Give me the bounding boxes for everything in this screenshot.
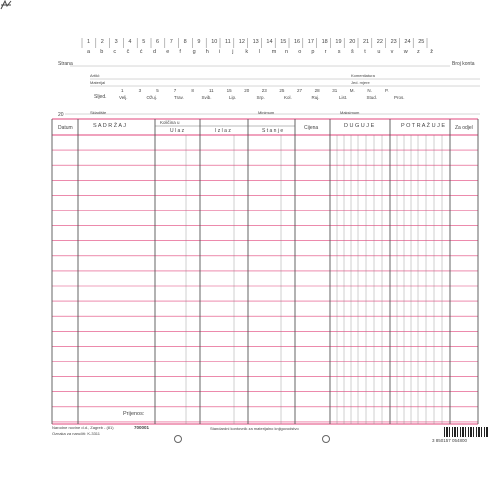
- form-code: 700001: [134, 425, 150, 430]
- index-letter: i: [219, 49, 221, 55]
- index-letter: h: [205, 49, 209, 55]
- index-number: 12: [238, 39, 245, 45]
- broj-konta-label: Broj konta: [452, 61, 475, 67]
- month-name: List.: [339, 95, 348, 100]
- izlaz-header: I z l a z: [215, 128, 231, 134]
- month-name: Svib.: [201, 95, 212, 100]
- month-day: 8: [191, 88, 194, 93]
- jedinica-mjere-label: Jed. mjere: [351, 80, 370, 85]
- index-letter: t: [364, 49, 366, 55]
- publisher-logo-icon: [0, 0, 12, 10]
- duguje-header: D U G U J E: [344, 123, 375, 129]
- index-number: 23: [390, 39, 397, 45]
- index-number: 1: [87, 39, 91, 45]
- index-letter: n: [285, 49, 289, 55]
- month-day: 3: [138, 88, 142, 93]
- sadrzaj-header: S A D R Ž A J: [93, 123, 127, 129]
- barcode: [444, 427, 488, 437]
- potrazuje-header: P O T R A Ž U J E: [401, 123, 446, 129]
- month-day: 1: [121, 88, 124, 93]
- index-number: 6: [156, 39, 160, 45]
- month-day: 27: [297, 88, 303, 93]
- ulaz-header: U l a z: [170, 128, 185, 134]
- index-number: 9: [197, 39, 201, 45]
- skladiste-label: Skladište: [90, 110, 107, 115]
- index-letter: c: [113, 49, 117, 55]
- index-number: 17: [307, 39, 314, 45]
- index-letter: s: [337, 49, 341, 55]
- index-letter: g: [192, 49, 196, 55]
- index-number: 16: [294, 39, 301, 45]
- index-number: 3: [114, 39, 118, 45]
- index-letter: v: [390, 49, 394, 55]
- index-number: 22: [376, 39, 383, 45]
- index-number: 4: [128, 39, 132, 45]
- index-letter: a: [87, 49, 91, 55]
- month-day: M.: [349, 88, 355, 93]
- cijena-header: Cijena: [304, 125, 319, 131]
- index-number: 11: [225, 39, 231, 45]
- index-number: 15: [280, 39, 287, 45]
- month-day: 11: [209, 88, 214, 93]
- month-name: Srp.: [256, 95, 265, 100]
- index-number: 18: [321, 39, 328, 45]
- month-name: Pros.: [394, 95, 405, 100]
- month-name: Velj.: [119, 95, 128, 100]
- nomenklatura-label: Komentiatura: [351, 73, 375, 78]
- index-number: 7: [169, 39, 173, 45]
- index-number: 13: [252, 39, 259, 45]
- month-day: N.: [367, 88, 372, 93]
- prijenos-label: Prijenos:: [123, 411, 145, 417]
- kolicina-header: Količina u: [160, 120, 180, 125]
- month-name: Trav.: [174, 95, 184, 100]
- index-letter: š: [351, 49, 354, 55]
- month-name: Stud.: [366, 95, 378, 100]
- month-day: 28: [314, 88, 320, 93]
- index-letter: ć: [139, 49, 143, 55]
- index-number: 24: [404, 39, 411, 45]
- index-letter: č: [126, 49, 130, 55]
- minimum-label: Minimum: [258, 110, 275, 115]
- publisher-line-1: Narodne novine d.d., Zagreb - (81): [52, 425, 114, 430]
- index-letter: l: [258, 49, 260, 55]
- index-letter: r: [324, 49, 327, 55]
- materijal-label: Materijal: [90, 80, 106, 85]
- month-day: P.: [385, 88, 389, 93]
- form-title: Standardni kontovnik za materijalno knjigovodstvo: [210, 426, 299, 431]
- month-name: Lip.: [229, 95, 237, 100]
- index-letter: o: [298, 49, 302, 55]
- maksimum-label: Maksimum: [340, 110, 360, 115]
- index-letter: u: [377, 49, 381, 55]
- index-number: 2: [100, 39, 104, 45]
- index-letter: w: [403, 49, 408, 55]
- index-letter: f: [179, 49, 181, 55]
- za-odjel-header: Za odjel: [455, 125, 473, 131]
- month-day: 7: [173, 88, 177, 93]
- sljed-label: Sljed.: [94, 94, 107, 100]
- datum-header: Datum: [58, 125, 73, 131]
- month-day: 20: [244, 88, 250, 93]
- month-day: 15: [226, 88, 232, 93]
- year-prefix: 20: [58, 112, 64, 118]
- month-day: 23: [261, 88, 267, 93]
- punch-hole-left: [174, 435, 182, 443]
- index-number: 5: [142, 39, 146, 45]
- index-letter: k: [245, 49, 249, 55]
- month-day: 25: [279, 88, 285, 93]
- index-number: 8: [183, 39, 187, 45]
- publisher-line-2: Oznaka za naručiti: K-3311: [52, 431, 100, 436]
- index-number: 25: [418, 39, 425, 45]
- index-letter: ž: [430, 49, 433, 55]
- month-name: Ruj.: [311, 95, 320, 100]
- index-number: 14: [266, 39, 273, 45]
- artikl-label: Artikl:: [90, 73, 100, 78]
- index-number: 21: [363, 39, 370, 45]
- month-name: Kol.: [284, 95, 292, 100]
- index-letter: p: [311, 49, 315, 55]
- index-letter: z: [417, 49, 420, 55]
- index-number: 20: [349, 39, 356, 45]
- index-letter: d: [153, 49, 157, 55]
- month-name: Ožuj.: [146, 95, 158, 100]
- punch-hole-right: [322, 435, 330, 443]
- month-day: 5: [156, 88, 159, 93]
- index-letter: b: [100, 49, 104, 55]
- month-day: 31: [332, 88, 338, 93]
- index-letter: m: [271, 49, 277, 55]
- index-number: 10: [211, 39, 218, 45]
- index-letter: e: [166, 49, 170, 55]
- index-letter: j: [232, 49, 234, 55]
- index-number: 19: [335, 39, 342, 45]
- strana-label: Strana: [58, 61, 73, 67]
- stanje-header: S t a n j e: [262, 128, 284, 134]
- ean-number: 3 850157 054800: [432, 438, 468, 443]
